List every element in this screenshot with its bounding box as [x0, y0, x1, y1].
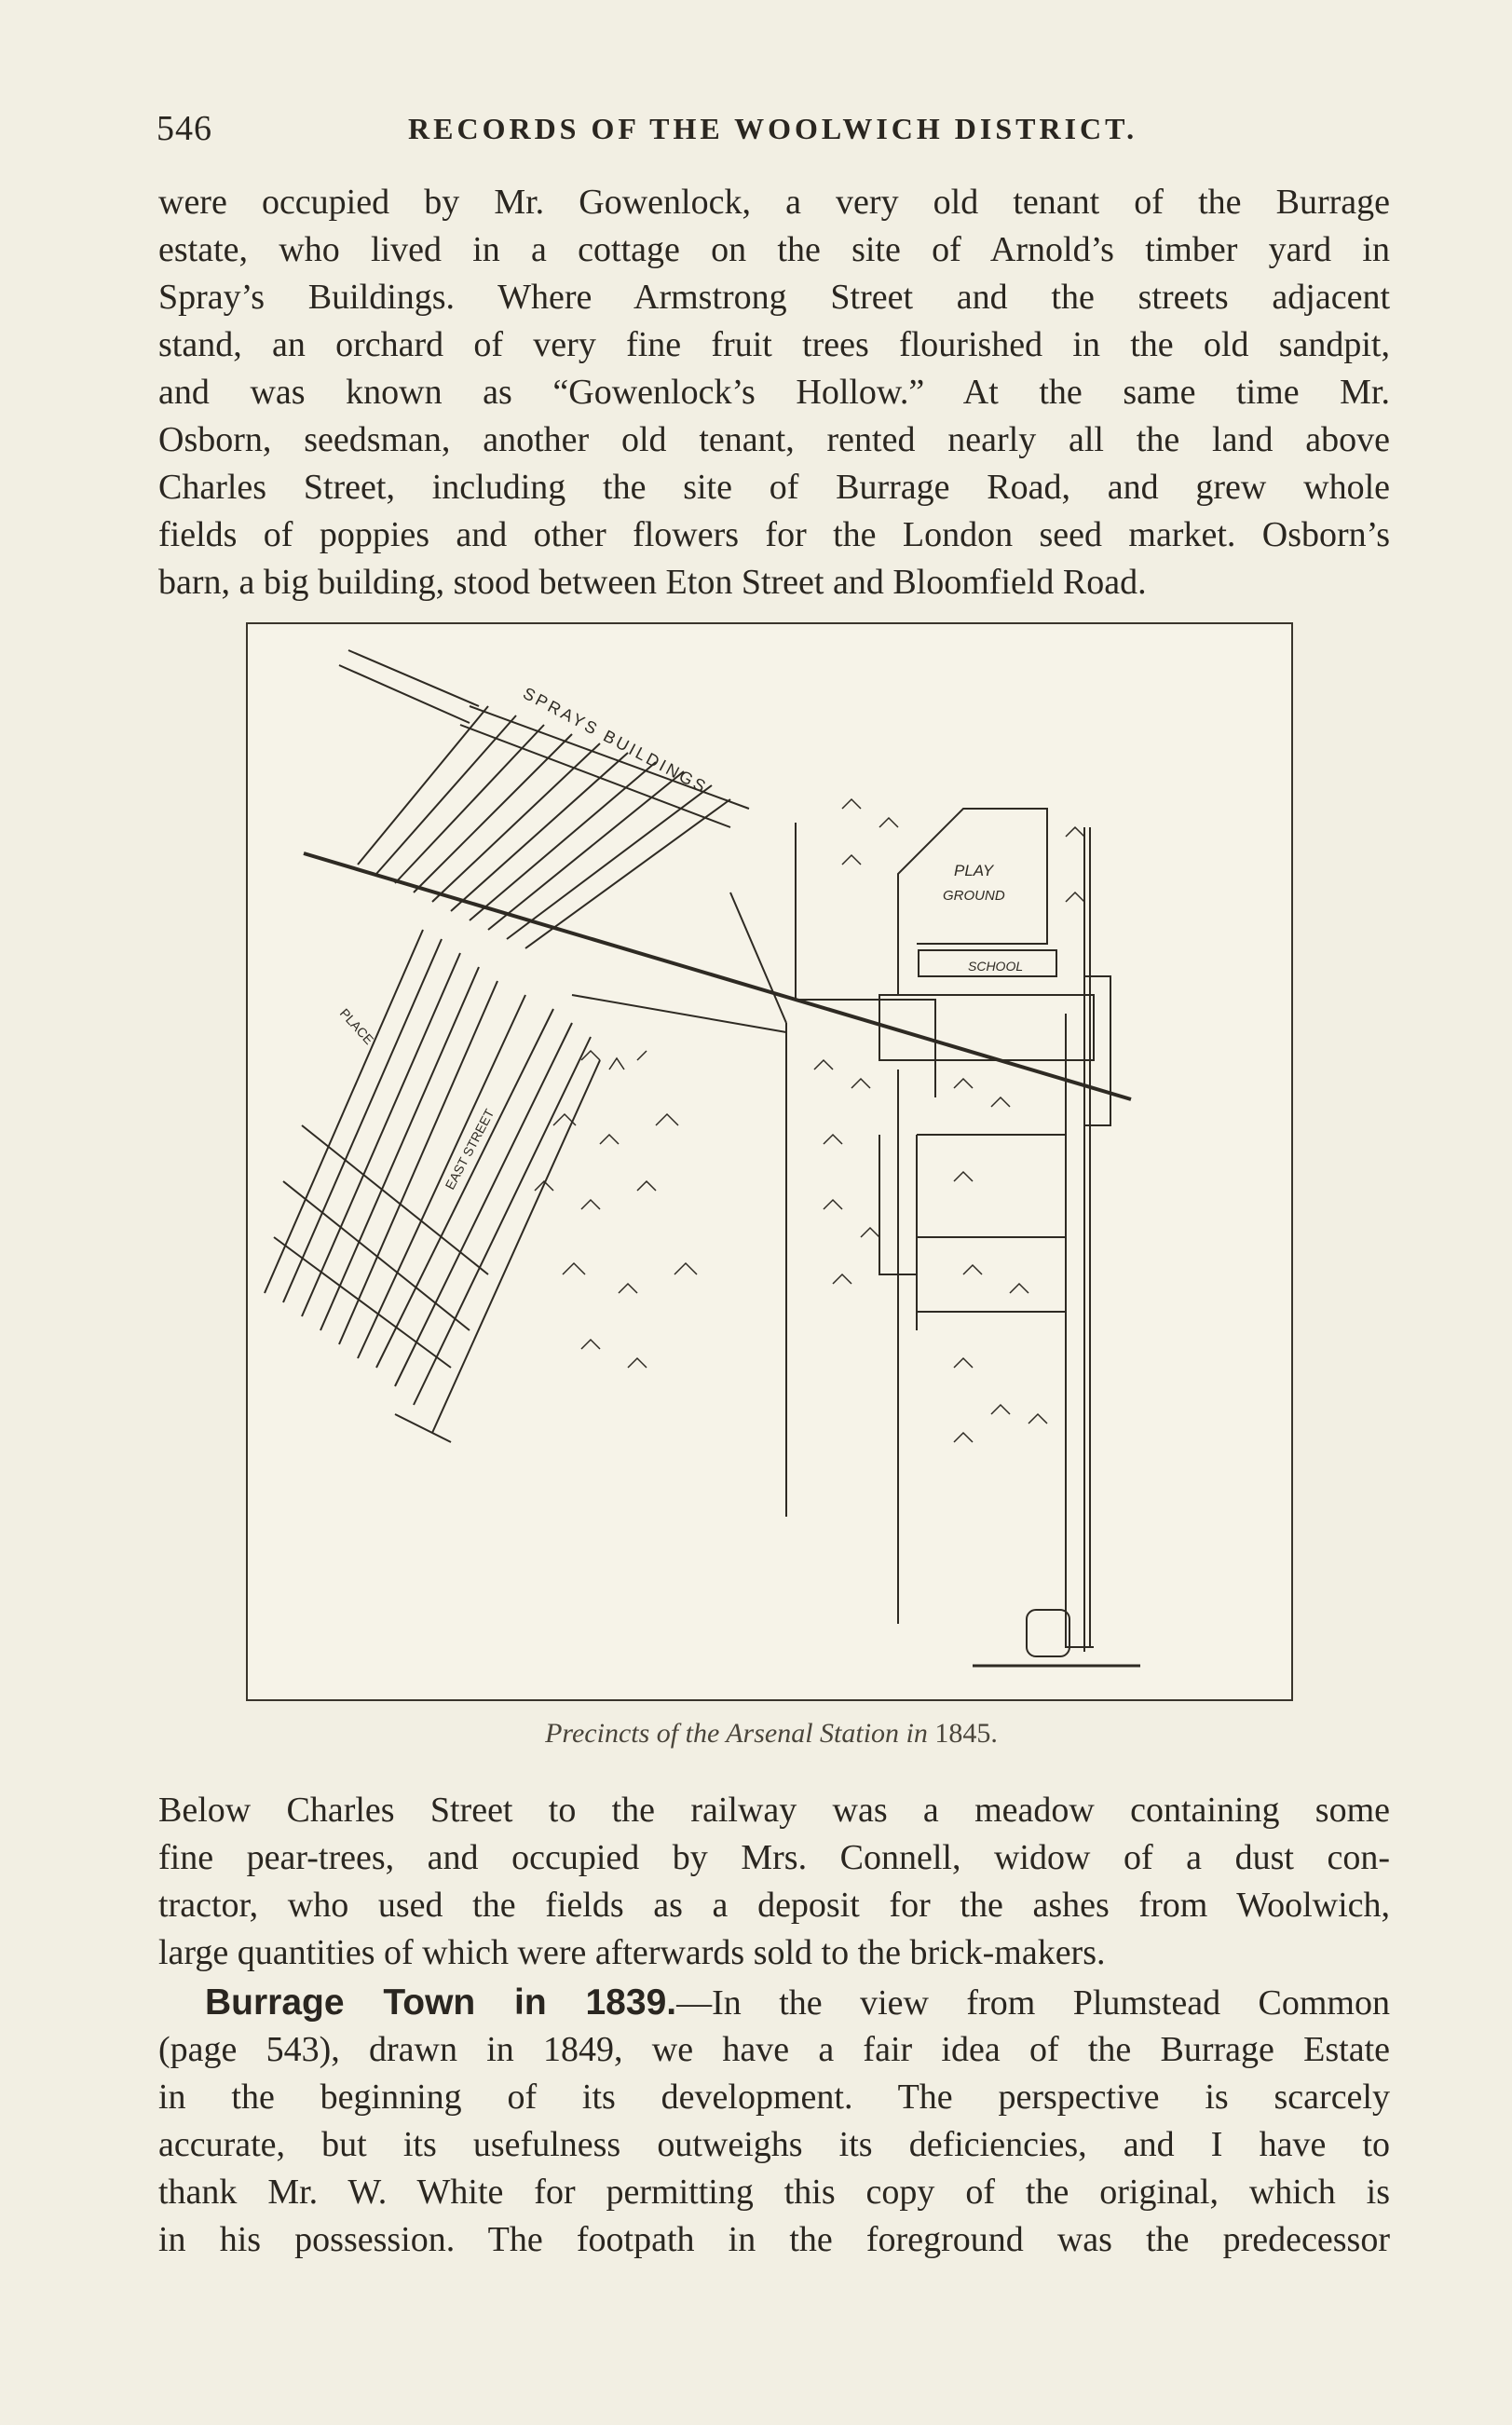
text-line: in his possession. The footpath in the foreground was the predecessor: [158, 2220, 1390, 2259]
text-line: in the beginning of its development. The perspective is scarcely: [158, 2078, 1390, 2117]
text-line: Spray’s Buildings. Where Armstrong Street and the streets adjacent: [158, 278, 1390, 317]
paragraph-1: [158, 179, 1390, 606]
caption-year: 1845.: [934, 1718, 998, 1749]
text-line: Osborn, seedsman, another old tenant, rented nearly all the land above: [158, 420, 1390, 459]
figure-caption: [246, 1718, 1297, 1750]
text-line: Charles Street, including the site of Burrage Road, and grew whole: [158, 468, 1390, 507]
map-label-school: SCHOOL: [968, 959, 1024, 974]
text-line: and was known as “Gowenlock’s Hollow.” At the same time Mr.: [158, 373, 1390, 412]
map-label-sprays-buildings: SPRAYS BUILDINGS: [520, 683, 712, 797]
section-subheading: Burrage Town in 1839.: [205, 1982, 677, 2023]
running-head: [157, 101, 1405, 157]
text-line: stand, an orchard of very fine fruit trees flourished in the old sandpit,: [158, 325, 1390, 364]
map-label-play: PLAY: [954, 862, 994, 879]
paragraph-3: [158, 1979, 1390, 2264]
running-title: RECORDS OF THE WOOLWICH DISTRICT.: [408, 112, 1138, 145]
caption-text: Precincts of the Arsenal Station in: [545, 1718, 928, 1749]
text-line: barn, a big building, stood between Eton Street and Bloomfield Road.: [158, 563, 1147, 602]
page-number: 546: [157, 109, 212, 148]
map-label-ground: GROUND: [943, 888, 1005, 904]
text-line-rest: —In the view from Plumstead Common: [676, 1983, 1390, 2023]
text-line: tractor, who used the fields as a deposit for the ashes from Woolwich,: [158, 1886, 1390, 1925]
buildings-block: [572, 809, 1140, 1666]
map-label-east-street: EAST STREET: [442, 1106, 497, 1192]
map-label-place: PLACE: [336, 1005, 377, 1048]
text-line: large quantities of which were afterwards sold to the brick-makers.: [158, 1933, 1106, 1972]
text-line: Below Charles Street to the railway was a meadow containing some: [158, 1791, 1390, 1830]
text-line: estate, who lived in a cottage on the site of Arnold’s timber yard in: [158, 230, 1390, 269]
paragraph-2: [158, 1787, 1390, 1977]
text-line: were occupied by Mr. Gowenlock, a very old tenant of the Burrage: [158, 183, 1390, 222]
text-line: fields of poppies and other flowers for the London seed market. Osborn’s: [158, 515, 1390, 554]
text-line: thank Mr. W. White for permitting this copy of the original, which is: [158, 2173, 1390, 2212]
text-line: [158, 1979, 1390, 2026]
map-figure: [246, 622, 1297, 1709]
text-line: accurate, but its usefulness outweighs its deficiencies, and I have to: [158, 2125, 1390, 2164]
arsenal-station-map: [246, 622, 1297, 1709]
text-line: fine pear-trees, and occupied by Mrs. Connell, widow of a dust con-: [158, 1838, 1390, 1877]
text-line: (page 543), drawn in 1849, we have a fair idea of the Burrage Estate: [158, 2030, 1390, 2069]
